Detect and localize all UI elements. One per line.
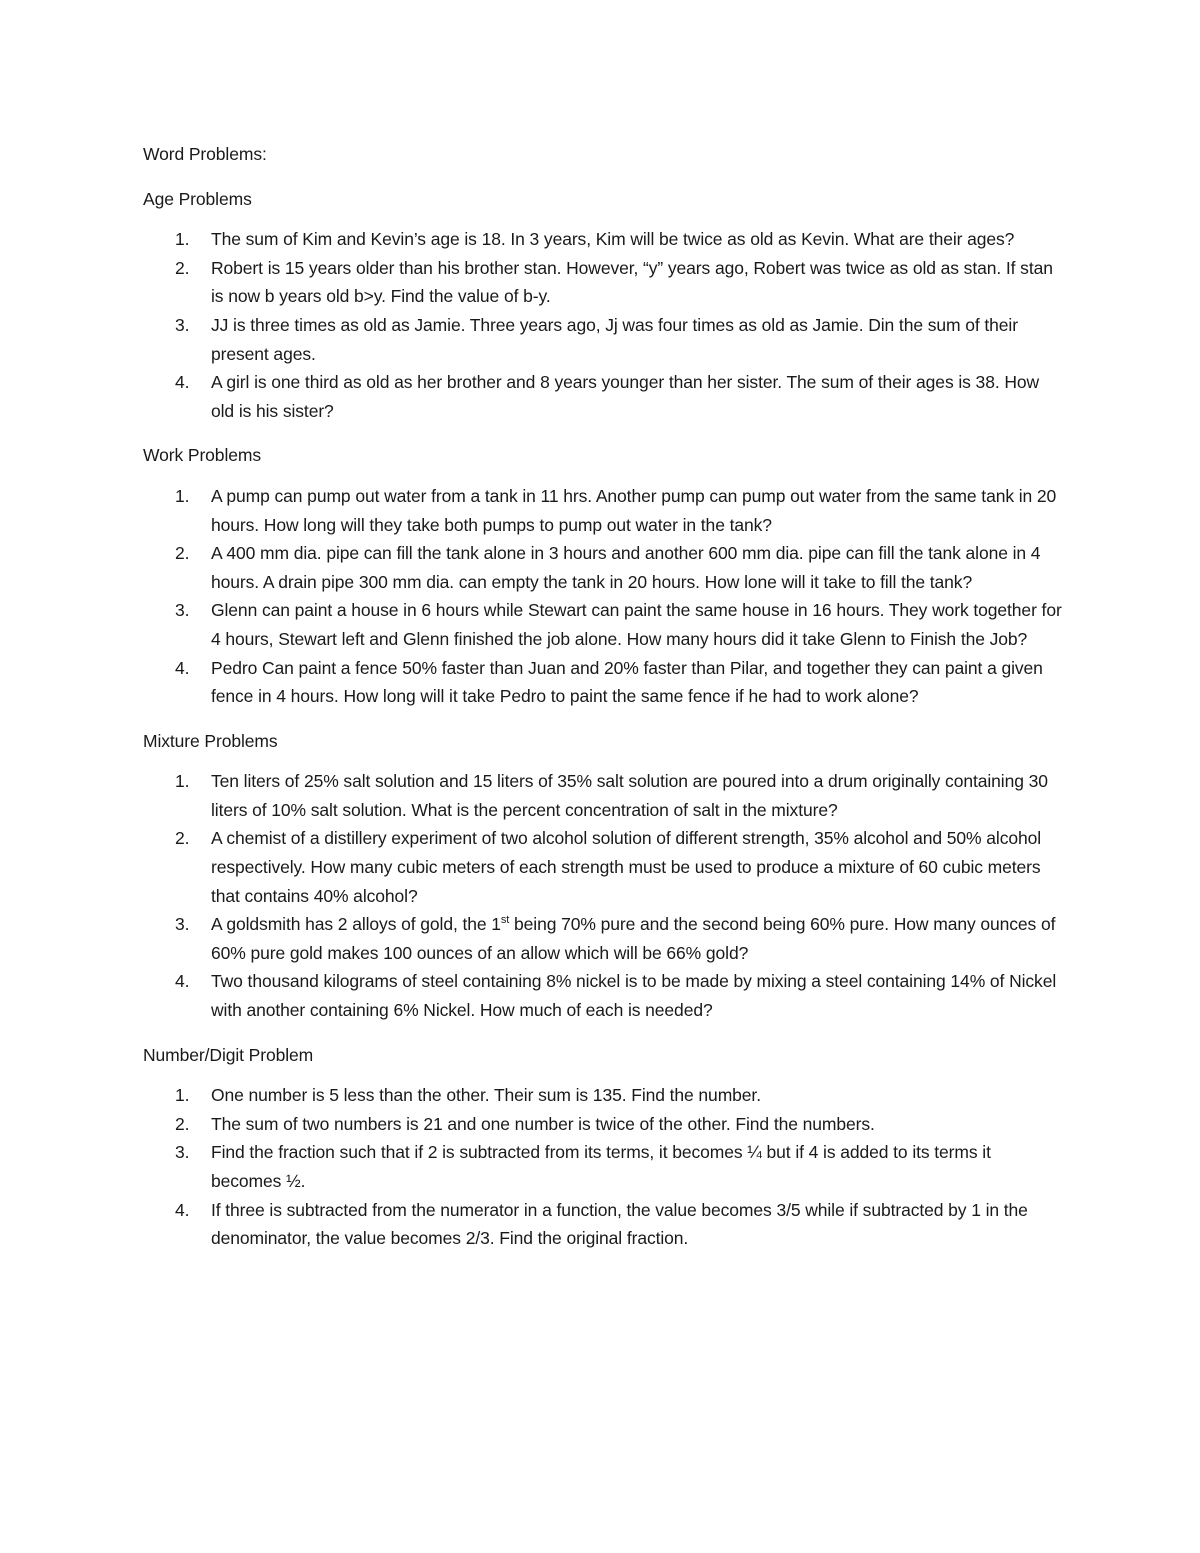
problem-text: Glenn can paint a house in 6 hours while Stewart can paint the same house in 16 hours. They work together for 4 hours, Stewart left and Glenn finished the job alone. How many hours did it take Glenn to Finish the Job? [211, 600, 1062, 649]
list-item [143, 1081, 1063, 1110]
problem-number: 4. [175, 372, 190, 393]
problem-number: 1. [175, 771, 190, 792]
section-work-problems [143, 441, 1063, 710]
document-page [143, 140, 1063, 1269]
problem-number: 4. [175, 657, 190, 678]
problem-text: Robert is 15 years older than his brother stan. However, “y” years ago, Robert was twice as old as stan. If stan is now b years old b>y. Find the value of b-y. [211, 257, 1053, 307]
section-number-digit-problem [143, 1041, 1063, 1253]
problem-text-after-sup: being 70% pure and the second being 60% pure. How many ounces of 60% pure gold makes 100 ounces of an allow which will be 66% gold? [211, 914, 1056, 963]
ordinal-superscript: st [500, 914, 510, 927]
problem-text: The sum of two numbers is 21 and one number is twice of the other. Find the numbers. [211, 1113, 875, 1134]
problem-number: 2. [175, 257, 190, 278]
list-item [143, 767, 1063, 824]
problem-text: Find the fraction such that if 2 is subtracted from its terms, it becomes ¼ but if 4 is added to its terms it becomes ½. [211, 1142, 991, 1191]
problem-text: JJ is three times as old as Jamie. Three years ago, Jj was four times as old as Jamie. Din the sum of their present ages. [211, 314, 1018, 364]
problem-number: 1. [175, 485, 190, 506]
problem-text: Two thousand kilograms of steel containing 8% nickel is to be made by mixing a steel containing 14% of Nickel with another containing 6% Nickel. How much of each is needed? [211, 971, 1057, 1021]
list-item [143, 1196, 1063, 1253]
problem-number: 3. [175, 1142, 190, 1163]
section-heading: Work Problems [143, 445, 261, 466]
list-item [143, 654, 1063, 711]
list-item [143, 539, 1063, 596]
list-item [143, 1110, 1063, 1139]
list-item [143, 254, 1063, 311]
section-heading: Mixture Problems [143, 730, 278, 751]
problem-text: A 400 mm dia. pipe can fill the tank alone in 3 hours and another 600 mm dia. pipe can fill the tank alone in 4 hours. A drain pipe 300 mm dia. can empty the tank in 20 hours. How lone will it take to fill the tank? [211, 543, 1041, 592]
list-item [143, 368, 1063, 425]
problem-list [143, 1081, 1063, 1253]
problem-text: Pedro Can paint a fence 50% faster than Juan and 20% faster than Pilar, and together they can paint a given fence in 4 hours. How long will it take Pedro to paint the same fence if he had to work alone? [211, 657, 1043, 707]
list-item [143, 482, 1063, 539]
list-item [143, 967, 1063, 1024]
problem-number: 1. [175, 1085, 190, 1106]
problem-number: 1. [175, 229, 190, 250]
problem-list [143, 482, 1063, 711]
problem-number: 2. [175, 828, 190, 849]
document-title: Word Problems: [143, 144, 267, 164]
problem-list [143, 225, 1063, 425]
problem-number: 3. [175, 314, 190, 335]
problem-number: 2. [175, 543, 190, 564]
problem-number: 3. [175, 600, 190, 621]
problem-text: A chemist of a distillery experiment of two alcohol solution of different strength, 35% alcohol and 50% alcohol respectively. How many cubic meters of each strength must be used to produce a mixture of 60 cubic meters that contains 40% alcohol? [211, 828, 1042, 906]
problem-text: A pump can pump out water from a tank in 11 hrs. Another pump can pump out water from the same tank in 20 hours. How long will they take both pumps to pump out water in the tank? [211, 485, 1057, 535]
problem-number: 2. [175, 1113, 190, 1134]
list-item [143, 225, 1063, 254]
problem-text: A girl is one third as old as her brother and 8 years younger than her sister. The sum of their ages is 38. How old is his sister? [211, 372, 1040, 421]
problem-text: The sum of Kim and Kevin’s age is 18. In 3 years, Kim will be twice as old as Kevin. What are their ages? [211, 229, 1015, 250]
list-item [143, 1138, 1063, 1195]
problem-number: 4. [175, 971, 190, 992]
section-age-problems [143, 185, 1063, 426]
section-mixture-problems [143, 727, 1063, 1025]
list-item [143, 596, 1063, 653]
list-item [143, 910, 1063, 967]
problem-text: Ten liters of 25% salt solution and 15 liters of 35% salt solution are poured into a drum originally containing 30 liters of 10% salt solution. What is the percent concentration of salt in the mixture? [211, 771, 1048, 820]
list-item [143, 824, 1063, 910]
section-heading: Age Problems [143, 188, 252, 209]
list-item [143, 311, 1063, 368]
problem-text: If three is subtracted from the numerator in a function, the value becomes 3/5 while if subtracted by 1 in the denominator, the value becomes 2/3. Find the original fraction. [211, 1199, 1028, 1249]
problem-text: One number is 5 less than the other. Their sum is 135. Find the number. [211, 1085, 761, 1106]
problem-text-before-sup: A goldsmith has 2 alloys of gold, the 1 [211, 914, 501, 935]
problem-number: 3. [175, 914, 190, 935]
problem-number: 4. [175, 1199, 190, 1220]
problem-list [143, 767, 1063, 1024]
section-heading: Number/Digit Problem [143, 1044, 314, 1065]
problem-text [211, 914, 1055, 963]
